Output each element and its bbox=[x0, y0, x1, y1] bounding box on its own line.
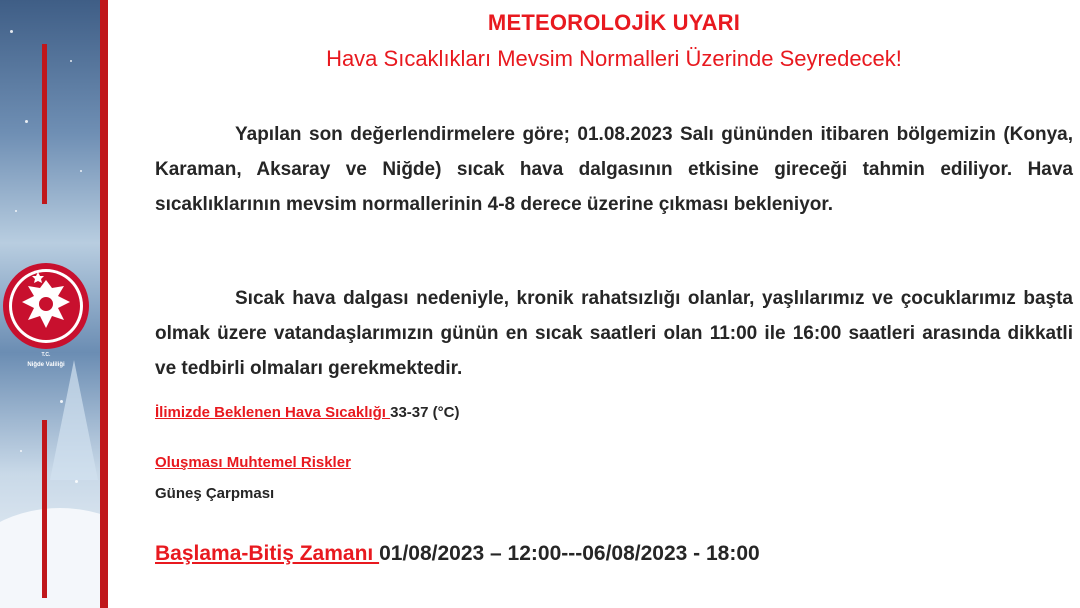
page-title: METEOROLOJİK UYARI bbox=[487, 10, 741, 35]
decorative-sidebar bbox=[0, 0, 106, 608]
red-divider-bar bbox=[100, 0, 108, 608]
paragraph-assessment: Yapılan son değerlendirmelere göre; 01.08.2023 Salı gününden itibaren bölgemizin (Konya, Karaman, Aksaray ve Niğde) sıcak hava dalgasının etkisine gireceği tahmin ediliyor. Hava sıcaklıklarının mevsim normallerinin 4-8 derece üzerine çıkması bekleniyor. bbox=[155, 124, 1073, 215]
temperature-row bbox=[155, 404, 459, 421]
timing-value: 01/08/2023 – 12:00---06/08/2023 - 18:00 bbox=[379, 542, 760, 565]
temperature-label: İlimizde Beklenen Hava Sıcaklığı bbox=[155, 404, 391, 421]
timing-label: Başlama-Bitiş Zamanı bbox=[155, 542, 380, 565]
emblem-name-label: Niğde Valiliği bbox=[27, 362, 65, 368]
snowy-tree-decoration bbox=[50, 360, 98, 480]
red-accent-bar-top bbox=[42, 44, 47, 204]
risks-value: Güneş Çarpması bbox=[155, 485, 275, 502]
paragraph-advice: Sıcak hava dalgası nedeniyle, kronik rahatsızlığı olanlar, yaşlılarımız ve çocuklarımız başta olmak üzere vatandaşlarımızın günün en sıcak saatleri olan 11:00 ile 16:00 saatleri arasında dikkatli ve tedbirli olmaları gerekmektedir. bbox=[155, 288, 1073, 379]
red-accent-bar-bottom bbox=[42, 420, 47, 598]
risks-heading-row bbox=[155, 454, 351, 471]
emblem-tc-label: T.C. bbox=[41, 352, 51, 358]
temperature-value: 33-37 (°C) bbox=[390, 404, 460, 421]
risks-label: Oluşması Muhtemel Riskler bbox=[155, 454, 351, 471]
page-subtitle: Hava Sıcaklıkları Mevsim Normalleri Üzerinde Seyredecek! bbox=[326, 46, 902, 71]
timing-row bbox=[155, 542, 760, 566]
snow-hill-decoration bbox=[0, 508, 106, 608]
